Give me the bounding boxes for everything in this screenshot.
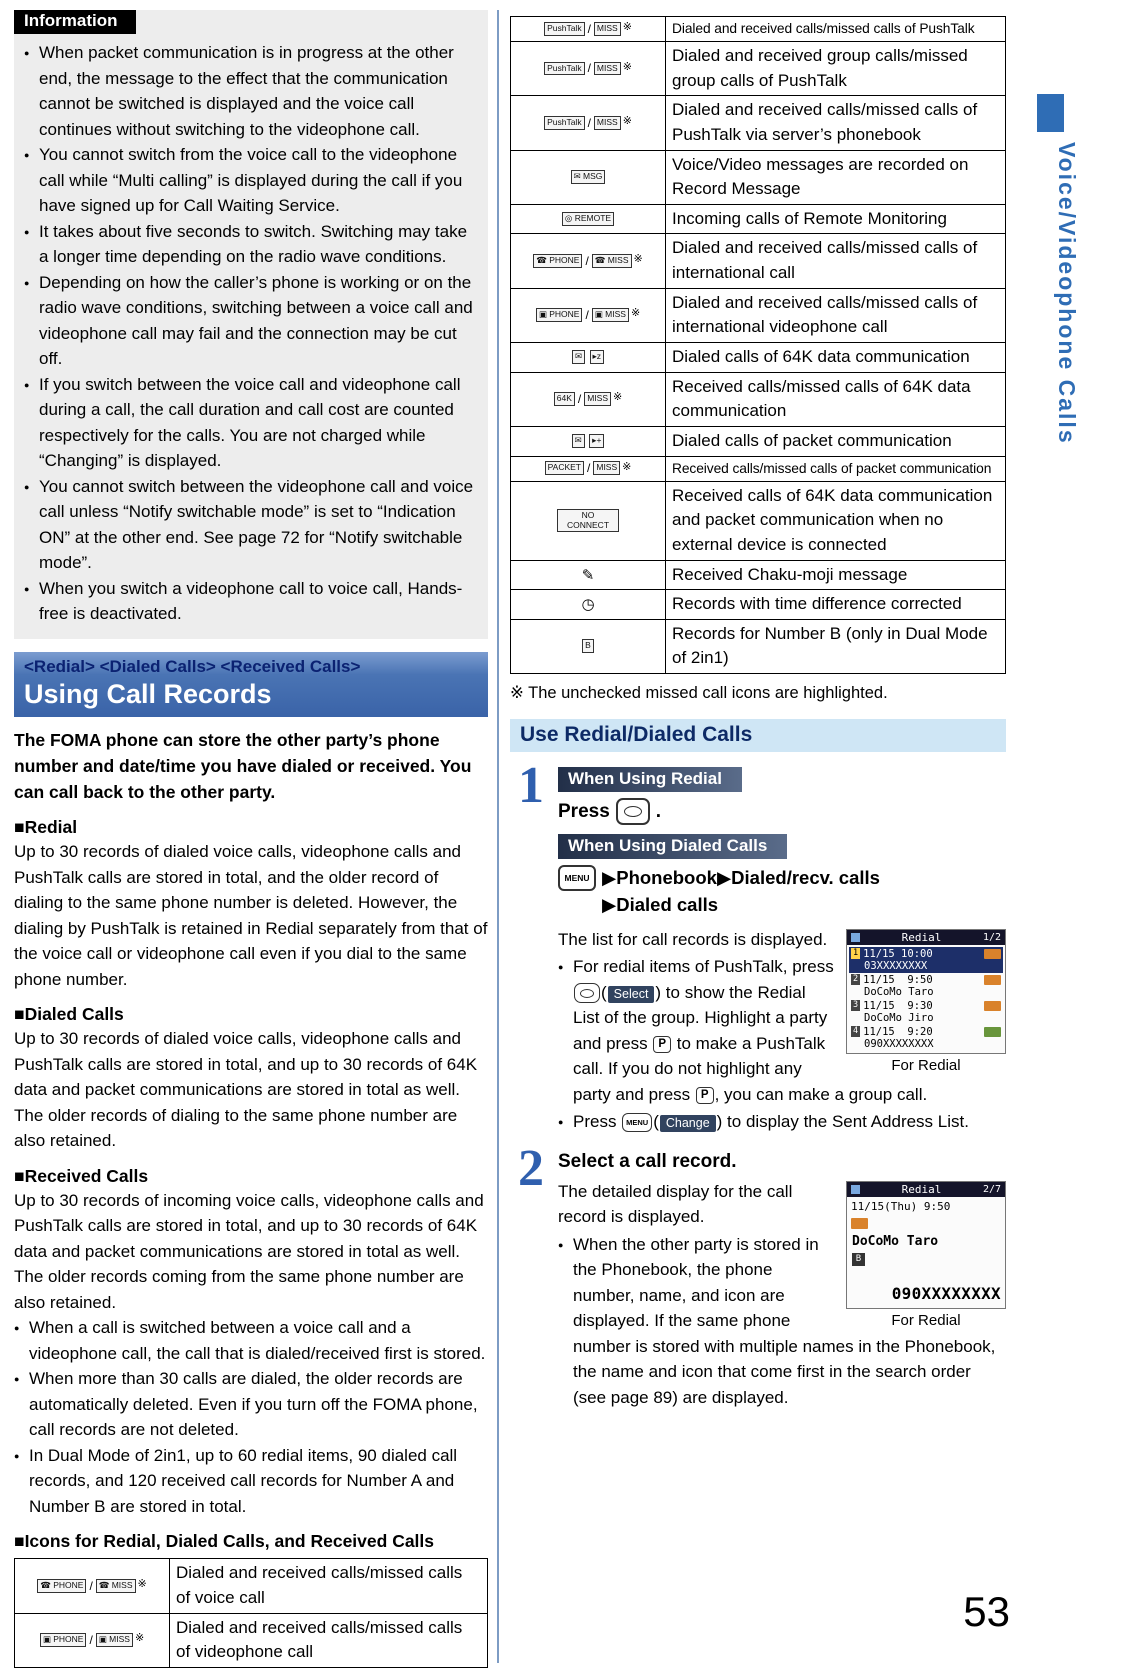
record-icon-cell [511, 150, 666, 204]
menu-path-line1: ▶Phonebook▶Dialed/recv. calls [602, 867, 880, 889]
menu-key-label: MENU [564, 873, 590, 884]
step-1-number: 1 [518, 757, 544, 815]
redial-entry-index: 2 [853, 974, 859, 985]
right-column [510, 10, 1006, 1663]
icon-separator: / [587, 61, 591, 76]
redial-entry-name: 03XXXXXXXX [864, 959, 928, 972]
icon-table-row [511, 426, 1006, 456]
section-tags: <Redial> <Dialed Calls> <Received Calls> [24, 656, 361, 676]
info-bullet: ● You cannot switch between the videophone call and voice call unless “Notify switchable mode” is set to “Indication ON” at the other end. See page 72 for “Notify switchable mode”. [24, 474, 478, 576]
missed-note-mark: ※ [613, 391, 623, 404]
text-segment: to make a PushTalk call. If you do not highlight any party and press [573, 1033, 826, 1104]
phone-page-indicator: 1/2 [982, 931, 1001, 943]
text-segment: ( [601, 982, 607, 1002]
record-type-icon: PACKET [545, 461, 584, 475]
section-intro: The FOMA phone can store the other party’s phone number and date/time you have dialed or received. You can call back to the other party. [14, 729, 472, 802]
record-type-icon: ▸+ [589, 434, 604, 448]
screenshot-caption: For Redial [891, 1311, 961, 1329]
redial-entry-index: 1 [853, 948, 859, 959]
record-type-icon: ▣ PHONE [536, 308, 583, 322]
record-icon-cell [511, 426, 666, 456]
step-1-body [558, 764, 1006, 1135]
subsections [14, 817, 488, 1519]
record-type-icon: ✉ [572, 350, 585, 364]
record-icon-cell [15, 1613, 170, 1667]
record-type-icon: PushTalk [544, 22, 585, 36]
missed-note-mark: ※ [622, 60, 632, 73]
screenshot-caption: For Redial [891, 1056, 961, 1074]
record-type-icon: ☎ MISS [96, 1579, 136, 1593]
record-icon-description: Incoming calls of Remote Monitoring [666, 204, 1006, 234]
record-icon-description: Dialed and received group calls/missed group calls of PushTalk [666, 42, 1006, 96]
menu-key-icon [558, 865, 596, 891]
icon-separator: / [587, 461, 591, 476]
step1-bullet-change [558, 1109, 1006, 1135]
icon-table-row [511, 343, 1006, 373]
record-icon-cell [511, 481, 666, 560]
step-2-title: Select a call record. [558, 1150, 737, 1172]
missed-note-mark: ※ [134, 1632, 145, 1645]
record-icon-description: Received calls/missed calls of packet communication [666, 456, 1006, 481]
redial-entry-datetime: 11/15 10:00 [863, 947, 933, 960]
record-type-icon: MISS [594, 62, 621, 76]
record-icon-description: Records with time difference corrected [666, 590, 1006, 620]
select-softkey: Select [608, 986, 655, 1003]
subsection-paragraph: Up to 30 records of dialed voice calls, videophone calls and PushTalk calls are stored in total, and the older record of dialing to the same phone number is deleted. However, the dialing by PushTalk is retained in Redial separately from that of the voice call or videophone call even if you dial to the same phone number. [14, 842, 488, 989]
ok-key-icon [574, 983, 600, 1003]
record-icon-cell [511, 560, 666, 590]
subsection-heading: ■Dialed Calls [14, 1004, 124, 1025]
menu-path-line [558, 865, 1006, 919]
redial-entry-index: 3 [853, 1000, 859, 1011]
redial-entry-datetime: 11/15 9:20 [863, 1025, 933, 1038]
icon-table-row [511, 456, 1006, 481]
record-type-icon: ◷ [581, 596, 595, 614]
missed-note-mark: ※ [633, 253, 643, 266]
column-divider [497, 10, 499, 1663]
icon-table-row [511, 481, 1006, 560]
record-type-icon: ☎ PHONE [37, 1579, 86, 1593]
record-icon-cell [511, 96, 666, 150]
icon-table-row [511, 204, 1006, 234]
record-name: DoCoMo Taro [852, 1233, 939, 1249]
phone-title-bar [847, 1182, 1005, 1197]
icon-separator: / [577, 392, 582, 407]
section-header [14, 652, 488, 717]
ok-key-oval [580, 989, 594, 998]
record-phone-number: 090XXXXXXXX [891, 1283, 1001, 1303]
icon-table-row [511, 619, 1006, 673]
record-icon-cell [511, 17, 666, 42]
record-icon-description: Dialed and received calls/missed calls of PushTalk [666, 17, 1006, 42]
icon-table-row [511, 150, 1006, 204]
record-datetime: 11/15(Thu) 9:50 [851, 1199, 951, 1213]
record-type-icon: MISS [584, 392, 611, 406]
record-icon-description: Dialed and received calls/missed calls of videophone call [170, 1613, 488, 1667]
when-using-redial-badge: When Using Redial [558, 767, 742, 792]
record-icon-cell [511, 288, 666, 342]
icon-table-row [511, 42, 1006, 96]
record-icon-cell [511, 42, 666, 96]
record-icon-description: Received Chaku-moji message [666, 560, 1006, 590]
record-type-icon: 64K [554, 392, 575, 406]
step-2-bullets [558, 1232, 1006, 1411]
record-type-icon: MISS [593, 461, 620, 475]
call-type-icon [851, 1218, 868, 1229]
record-icon-cell [511, 456, 666, 481]
record-icon-description: Dialed calls of packet communication [666, 426, 1006, 456]
record-type-icon: ▸z [590, 350, 605, 364]
record-icon-description: Records for Number B (only in Dual Mode of 2in1) [666, 619, 1006, 673]
chapter-sidebar-label: Voice/Videophone Calls [1054, 142, 1080, 445]
step2-bullet-phonebook: ● When the other party is stored in the Phonebook, the phone number, name, and icon are displayed. If the same phone number is stored with multiple names in the Phonebook, the name and icon that come first in the search order (see page 89) are displayed. [558, 1232, 1006, 1411]
use-redial-dialed-header: Use Redial/Dialed Calls [510, 719, 1006, 752]
icon-table-row [15, 1613, 488, 1667]
step-1-bullets [558, 954, 1006, 1135]
record-icon-cell [511, 343, 666, 373]
menu-path [602, 865, 880, 919]
icon-separator: / [585, 253, 589, 268]
phone-status-icon [851, 933, 860, 942]
p-key-icon: P [696, 1087, 714, 1104]
icon-table-row [511, 590, 1006, 620]
missed-note-mark: ※ [137, 1577, 147, 1590]
information-bullet-list [24, 40, 478, 627]
subsection-bullet: ● When more than 30 calls are dialed, the older records are automatically deleted. Even if you turn off the FOMA phone, call records are not deleted. [14, 1366, 488, 1443]
text-segment: ( [653, 1112, 659, 1132]
missed-note-mark: ※ [622, 21, 632, 33]
record-type-icon: ✉ MSG [571, 170, 606, 184]
text-segment: For redial items of PushTalk, press [573, 957, 834, 977]
record-type-icon: ✎ [581, 566, 595, 584]
record-type-icon: MISS [594, 22, 621, 36]
icon-table-row [511, 234, 1006, 288]
record-icon-description: Received calls/missed calls of 64K data communication [666, 372, 1006, 426]
redial-entry-name: DoCoMo Jiro [864, 1011, 934, 1024]
information-box [14, 10, 488, 639]
phone-screen-title: Redial [901, 1182, 942, 1196]
redial-entry-name: DoCoMo Taro [864, 985, 934, 998]
chapter-tab-marker [1037, 94, 1064, 132]
when-using-dialed-badge: When Using Dialed Calls [558, 834, 787, 859]
subsection-bullet-list [14, 1315, 488, 1519]
record-type-icon: MISS [594, 116, 621, 130]
subsection-paragraph: Up to 30 records of incoming voice calls, videophone calls and PushTalk calls are stored in total, and up to 30 records of 64K data and packet communications are stored in total as well. The older records coming from the same phone number are also retained. [14, 1190, 484, 1312]
record-icon-cell [511, 204, 666, 234]
ok-key-oval [624, 806, 642, 817]
subsection-heading: ■Redial [14, 817, 78, 838]
left-column [14, 10, 488, 1663]
icon-separator: / [587, 115, 591, 130]
step-2-description: The detailed display for the call record is displayed. [558, 1181, 793, 1227]
phone-title-bar [847, 930, 1005, 945]
redial-entry-datetime: 11/15 9:30 [863, 999, 933, 1012]
info-bullet: ● When you switch a videophone call to voice call, Hands-free is deactivated. [24, 576, 478, 627]
missed-note-mark: ※ [630, 307, 641, 320]
record-icon-cell [511, 590, 666, 620]
missed-note-mark: ※ [622, 460, 632, 473]
text-segment: ) to show the Redial List of the group. Highlight a party and press [573, 982, 828, 1053]
phone-screen-title: Redial [901, 930, 942, 944]
press-label: Press [558, 800, 610, 822]
subsection-paragraph: Up to 30 records of dialed voice calls, videophone calls and PushTalk calls are stored in total, and up to 30 records of 64K data and packet communications are stored in total as well. The older records of dialing to the same phone number are also retained. [14, 1029, 478, 1151]
icon-separator: / [89, 1578, 93, 1593]
icon-table-right [510, 16, 1006, 674]
icon-table-row [511, 17, 1006, 42]
redial-entry-name: 090XXXXXXXX [864, 1037, 934, 1050]
press-instruction [558, 798, 1006, 825]
ok-key-icon [616, 798, 650, 825]
record-type-icon: PushTalk [544, 116, 585, 130]
icon-separator: / [89, 1632, 93, 1647]
record-type-icon: PushTalk [544, 62, 585, 76]
icon-table-row [15, 1559, 488, 1613]
record-icon-description: Voice/Video messages are recorded on Record Message [666, 150, 1006, 204]
step-2 [510, 1139, 1006, 1411]
information-title: Information [14, 10, 136, 34]
text-segment: , you can make a group call. [714, 1084, 928, 1104]
missed-note-mark: ※ [622, 114, 632, 127]
change-softkey: Change [660, 1115, 716, 1132]
redial-entry-index: 4 [853, 1026, 859, 1037]
record-icon-description: Dialed and received calls/missed calls of international videophone call [666, 288, 1006, 342]
icon-separator: / [585, 308, 589, 323]
p-key-icon: P [653, 1036, 671, 1053]
step-1-description: The list for call records is displayed. [558, 929, 828, 949]
menu-path-line2: ▶Dialed calls [602, 894, 719, 915]
record-type-icon: ◎ REMOTE [562, 212, 614, 226]
info-bullet: ● When packet communication is in progress at the other end, the message to the effect that the communication cannot be switched is displayed and the voice call continues without switching to the videophone call. [24, 40, 478, 142]
page-number: 53 [963, 1588, 1010, 1635]
icon-table-row [511, 372, 1006, 426]
page-title: Using Call Records [24, 678, 272, 709]
step1-bullet-pushtalk [558, 954, 1006, 1107]
icon-table-left [14, 1558, 488, 1668]
record-icon-description: Dialed calls of 64K data communication [666, 343, 1006, 373]
record-type-icon: ☎ MISS [592, 254, 632, 268]
press-period: . [655, 800, 662, 822]
record-type-icon: NO CONNECT [557, 509, 619, 533]
info-bullet: ● Depending on how the caller’s phone is working or on the radio wave conditions, switching between a voice call and videophone call may fail and the connection may be cut off. [24, 270, 478, 372]
info-bullet: ● If you switch between the voice call and videophone call during a call, the call duration and call cost are counted respectively for the calls. You are not charged while “Changing” is displayed. [24, 372, 478, 474]
record-type-icon: B [582, 639, 594, 653]
step-1 [510, 757, 1006, 1135]
record-type-icon: ▣ MISS [592, 308, 629, 322]
redial-entry-datetime: 11/15 9:50 [863, 973, 933, 986]
record-type-icon: ▣ PHONE [40, 1633, 87, 1647]
record-type-icon: ▣ MISS [96, 1633, 133, 1647]
icon-table-row [511, 560, 1006, 590]
step-2-body [558, 1147, 1006, 1411]
missed-call-note: ※ The unchecked missed call icons are highlighted. [510, 684, 888, 703]
subsection-bullet: ● When a call is switched between a voice call and a videophone call, the call that is dialed/received first is stored. [14, 1315, 488, 1366]
phone-status-icon [851, 1185, 860, 1194]
record-icon-cell [511, 234, 666, 288]
record-icon-cell [511, 372, 666, 426]
record-icon-description: Dialed and received calls/missed calls of PushTalk via server’s phonebook [666, 96, 1006, 150]
icon-table-row [511, 96, 1006, 150]
record-type-icon: ✉ [572, 434, 585, 448]
step-2-number: 2 [518, 1139, 544, 1197]
icon-table-row [511, 288, 1006, 342]
text-segment: ) to display the Sent Address List. [716, 1112, 969, 1132]
record-icon-description: Dialed and received calls/missed calls of international call [666, 234, 1006, 288]
info-bullet: ● You cannot switch from the voice call to the videophone call while “Multi calling” is displayed during the call if you have signed up for Call Waiting Service. [24, 142, 478, 219]
record-icon-cell [15, 1559, 170, 1613]
record-icon-description: Dialed and received calls/missed calls of voice call [170, 1559, 488, 1613]
text-segment: Press [573, 1112, 622, 1132]
info-bullet: ● It takes about five seconds to switch. Switching may take a longer time depending on the radio wave conditions. [24, 219, 478, 270]
record-icon-description: Received calls of 64K data communication and packet communication when no external device is connected [666, 481, 1006, 560]
menu-key-label: MENU [626, 1118, 649, 1128]
subsection-heading: ■Received Calls [14, 1165, 149, 1186]
phone-page-indicator: 2/7 [982, 1183, 1001, 1195]
icon-separator: / [587, 21, 591, 36]
menu-key-icon [622, 1113, 652, 1132]
record-icon-cell [511, 619, 666, 673]
icons-heading: ■Icons for Redial, Dialed Calls, and Received Calls [14, 1531, 435, 1552]
number-b-icon: B [852, 1253, 865, 1266]
subsection-bullet: ● In Dual Mode of 2in1, up to 60 redial items, 90 dialed call records, and 120 received call records for Number A and Number B are stored in total. [14, 1443, 488, 1520]
record-type-icon: ☎ PHONE [533, 254, 582, 268]
